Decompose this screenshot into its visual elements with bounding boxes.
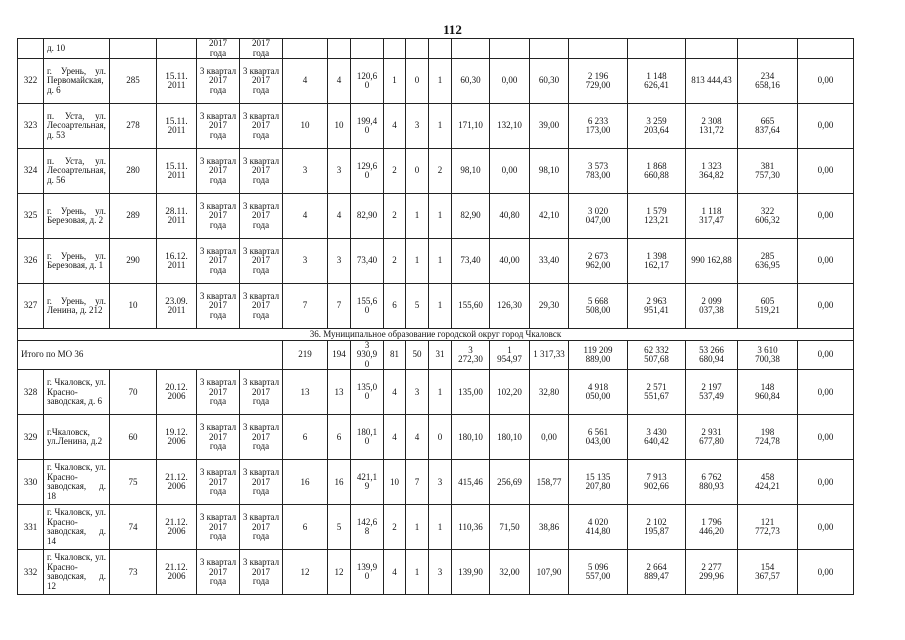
table-cell bbox=[110, 39, 157, 59]
table-cell: 3 квартал 2017 года bbox=[240, 460, 283, 505]
table-cell bbox=[18, 39, 44, 59]
table-cell: 3 квартал 2017 года bbox=[197, 239, 240, 284]
table-cell: 0,00 bbox=[798, 415, 854, 460]
table-cell: 458 424,21 bbox=[738, 460, 798, 505]
table-cell: 322 bbox=[18, 59, 44, 104]
table-cell: 278 bbox=[110, 104, 157, 149]
table-cell: 4 bbox=[384, 104, 406, 149]
table-cell: 10 bbox=[110, 284, 157, 329]
table-cell: 121 772,73 bbox=[738, 505, 798, 550]
table-cell: г. Урень, ул. Ленина, д. 212 bbox=[44, 284, 110, 329]
table-cell: 40,80 bbox=[490, 194, 530, 239]
table-cell: 325 bbox=[18, 194, 44, 239]
table-cell: 285 bbox=[110, 59, 157, 104]
table-cell: 1 148 626,41 bbox=[628, 59, 686, 104]
table-cell: 180,1 0 bbox=[351, 415, 384, 460]
table-cell: 32,80 bbox=[530, 370, 569, 415]
table-row bbox=[18, 104, 854, 149]
table-cell bbox=[569, 39, 628, 59]
table-cell: 3 272,30 bbox=[452, 341, 490, 370]
table-cell: 0,00 bbox=[490, 59, 530, 104]
table-cell: 3 квартал 2017 года bbox=[197, 149, 240, 194]
table-cell: 3 bbox=[429, 460, 452, 505]
table-cell: г. Урень, ул. Березовая, д. 1 bbox=[44, 239, 110, 284]
table-cell: 4 bbox=[384, 550, 406, 595]
table-cell: 15.11. 2011 bbox=[157, 59, 197, 104]
table-cell: 171,10 bbox=[452, 104, 490, 149]
table-cell: 71,50 bbox=[490, 505, 530, 550]
table-cell: 180,10 bbox=[490, 415, 530, 460]
table-cell: 120,6 0 bbox=[351, 59, 384, 104]
table-cell bbox=[798, 39, 854, 59]
table-cell: 280 bbox=[110, 149, 157, 194]
table-cell: 3 930,9 0 bbox=[351, 341, 384, 370]
table-cell: 3 квартал 2017 года bbox=[240, 284, 283, 329]
table-cell: 3 квартал 2017 года bbox=[197, 284, 240, 329]
table-cell: 3 квартал 2017 года bbox=[240, 370, 283, 415]
table-cell: 3 bbox=[283, 149, 328, 194]
table-cell: 4 bbox=[406, 415, 429, 460]
table-cell: 21.12. 2006 bbox=[157, 505, 197, 550]
table-cell: 40,00 bbox=[490, 239, 530, 284]
table-cell: 1 398 162,17 bbox=[628, 239, 686, 284]
table-cell: 329 bbox=[18, 415, 44, 460]
table-cell: г. Урень, ул. Первомайская, д. 6 bbox=[44, 59, 110, 104]
table-cell: 10 bbox=[283, 104, 328, 149]
table-cell: 0,00 bbox=[798, 284, 854, 329]
table-cell: 4 bbox=[328, 194, 351, 239]
table-cell: 1 bbox=[406, 194, 429, 239]
table-cell bbox=[490, 39, 530, 59]
table-cell: 5 bbox=[328, 505, 351, 550]
table-cell: 415,46 bbox=[452, 460, 490, 505]
table-cell bbox=[157, 39, 197, 59]
table-cell: 2 196 729,00 bbox=[569, 59, 628, 104]
table-cell: 60,30 bbox=[530, 59, 569, 104]
table-cell: 326 bbox=[18, 239, 44, 284]
table-cell: 155,60 bbox=[452, 284, 490, 329]
table-cell: 3 квартал 2017 года bbox=[197, 550, 240, 595]
table-cell: 4 bbox=[328, 59, 351, 104]
table-cell: 234 658,16 bbox=[738, 59, 798, 104]
table-row bbox=[18, 59, 854, 104]
table-cell bbox=[406, 39, 429, 59]
table-cell: 3 259 203,64 bbox=[628, 104, 686, 149]
table-cell: 3 квартал 2017 года bbox=[197, 415, 240, 460]
table-cell: 39,00 bbox=[530, 104, 569, 149]
total-row bbox=[18, 341, 854, 370]
table-cell: 328 bbox=[18, 370, 44, 415]
table-cell: 5 668 508,00 bbox=[569, 284, 628, 329]
table-cell: 1 bbox=[429, 194, 452, 239]
table-cell: 3 квартал 2017 года bbox=[240, 239, 283, 284]
table-cell: 2017 года bbox=[197, 39, 240, 59]
table-cell: 132,10 bbox=[490, 104, 530, 149]
table-cell: 1 868 660,88 bbox=[628, 149, 686, 194]
table-cell: 3 bbox=[406, 104, 429, 149]
table-cell: 331 bbox=[18, 505, 44, 550]
table-cell bbox=[328, 39, 351, 59]
table-cell: 2 963 951,41 bbox=[628, 284, 686, 329]
table-cell: 1 317,33 bbox=[530, 341, 569, 370]
table-cell: Итого по МО 36 bbox=[18, 341, 283, 370]
table-cell: 381 757,30 bbox=[738, 149, 798, 194]
table-row bbox=[18, 370, 854, 415]
table-cell: 73 bbox=[110, 550, 157, 595]
table-cell: 1 bbox=[429, 59, 452, 104]
table-cell: 0 bbox=[406, 59, 429, 104]
table-cell: 4 bbox=[384, 370, 406, 415]
table-cell: 31 bbox=[429, 341, 452, 370]
table-cell: 50 bbox=[406, 341, 429, 370]
table-cell: 28.11. 2011 bbox=[157, 194, 197, 239]
table-cell: 107,90 bbox=[530, 550, 569, 595]
table-cell: 13 bbox=[328, 370, 351, 415]
table-cell: 53 266 680,94 bbox=[686, 341, 738, 370]
table-cell: 19.12. 2006 bbox=[157, 415, 197, 460]
table-cell: 38,86 bbox=[530, 505, 569, 550]
table-cell: 155,6 0 bbox=[351, 284, 384, 329]
table-cell: 154 367,57 bbox=[738, 550, 798, 595]
table-cell: 3 573 783,00 bbox=[569, 149, 628, 194]
table-cell: 148 960,84 bbox=[738, 370, 798, 415]
table-row bbox=[18, 284, 854, 329]
table-cell: 75 bbox=[110, 460, 157, 505]
table-cell: 15.11. 2011 bbox=[157, 104, 197, 149]
table-cell: 135,00 bbox=[452, 370, 490, 415]
table-cell: 2 673 962,00 bbox=[569, 239, 628, 284]
table-cell: 2 bbox=[384, 505, 406, 550]
table-cell bbox=[452, 39, 490, 59]
table-cell: 290 bbox=[110, 239, 157, 284]
table-cell: 82,90 bbox=[452, 194, 490, 239]
table-cell: 82,90 bbox=[351, 194, 384, 239]
table-cell: 2 099 037,38 bbox=[686, 284, 738, 329]
table-cell: 3 430 640,42 bbox=[628, 415, 686, 460]
table-cell: 0,00 bbox=[798, 104, 854, 149]
table-cell: 0,00 bbox=[798, 505, 854, 550]
table-cell: 1 bbox=[384, 59, 406, 104]
table-cell bbox=[351, 39, 384, 59]
table-row bbox=[18, 505, 854, 550]
table-cell: 289 bbox=[110, 194, 157, 239]
table-cell: г. Чкаловск, ул. Красно-заводская, д. 6 bbox=[44, 370, 110, 415]
table-cell: 1 bbox=[429, 284, 452, 329]
table-cell: г. Чкаловск, ул. Красно-заводская, д. 14 bbox=[44, 505, 110, 550]
table-cell: 1 954,97 bbox=[490, 341, 530, 370]
table-cell: 3 квартал 2017 года bbox=[240, 415, 283, 460]
table-cell: 813 444,43 bbox=[686, 59, 738, 104]
table-cell: 70 bbox=[110, 370, 157, 415]
table-cell bbox=[283, 39, 328, 59]
table-cell: 6 233 173,00 bbox=[569, 104, 628, 149]
table-cell: п. Уста, ул. Лесоартельная, д. 53 bbox=[44, 104, 110, 149]
table-cell: 0,00 bbox=[798, 550, 854, 595]
table-cell: 0,00 bbox=[490, 149, 530, 194]
table-cell: 2017 года bbox=[240, 39, 283, 59]
table-cell: 4 bbox=[283, 59, 328, 104]
table-cell: д. 10 bbox=[44, 39, 110, 59]
table-cell: 1 796 446,20 bbox=[686, 505, 738, 550]
table-cell: 142,6 8 bbox=[351, 505, 384, 550]
table-cell: 0,00 bbox=[798, 239, 854, 284]
table-cell: 327 bbox=[18, 284, 44, 329]
table-cell: 15.11. 2011 bbox=[157, 149, 197, 194]
table-cell: 1 bbox=[406, 550, 429, 595]
table-cell bbox=[686, 39, 738, 59]
table-cell: 33,40 bbox=[530, 239, 569, 284]
table-cell: 5 bbox=[406, 284, 429, 329]
table-cell: 1 bbox=[429, 370, 452, 415]
table-cell: 256,69 bbox=[490, 460, 530, 505]
table-cell: 332 bbox=[18, 550, 44, 595]
table-cell bbox=[628, 39, 686, 59]
table-cell: 81 bbox=[384, 341, 406, 370]
table-cell: 2 bbox=[384, 194, 406, 239]
table-cell: 3 bbox=[283, 239, 328, 284]
table-cell: 3 квартал 2017 года bbox=[197, 460, 240, 505]
table-cell bbox=[429, 39, 452, 59]
table-cell: 98,10 bbox=[452, 149, 490, 194]
table-cell: 32,00 bbox=[490, 550, 530, 595]
table-cell: 322 606,32 bbox=[738, 194, 798, 239]
table-cell: 0,00 bbox=[798, 59, 854, 104]
table-cell: 0,00 bbox=[798, 149, 854, 194]
table-cell bbox=[738, 39, 798, 59]
table-cell: 10 bbox=[384, 460, 406, 505]
table-row bbox=[18, 550, 854, 595]
table-cell: 135,0 0 bbox=[351, 370, 384, 415]
table-cell: 194 bbox=[328, 341, 351, 370]
table-cell: 126,30 bbox=[490, 284, 530, 329]
table-row bbox=[18, 39, 854, 59]
table-cell: 0,00 bbox=[798, 194, 854, 239]
table-cell: 3 квартал 2017 года bbox=[240, 59, 283, 104]
table-cell: 6 bbox=[283, 415, 328, 460]
table-cell: 0 bbox=[406, 149, 429, 194]
table-cell: 6 bbox=[384, 284, 406, 329]
table-cell: 1 bbox=[429, 104, 452, 149]
table-cell: 2 bbox=[384, 239, 406, 284]
table-cell: 10 bbox=[328, 104, 351, 149]
table-cell: 3 квартал 2017 года bbox=[197, 104, 240, 149]
table-cell: 323 bbox=[18, 104, 44, 149]
table-cell: 0,00 bbox=[530, 415, 569, 460]
table-cell: 1 bbox=[429, 505, 452, 550]
table-cell: 6 762 880,93 bbox=[686, 460, 738, 505]
table-cell: 4 bbox=[384, 415, 406, 460]
table-cell: 6 561 043,00 bbox=[569, 415, 628, 460]
table-cell: 4 918 050,00 bbox=[569, 370, 628, 415]
table-cell: 2 277 299,96 bbox=[686, 550, 738, 595]
table-cell: 2 664 889,47 bbox=[628, 550, 686, 595]
table-cell: 0 bbox=[429, 415, 452, 460]
table-cell: 2 102 195,87 bbox=[628, 505, 686, 550]
table-cell: 3 квартал 2017 года bbox=[240, 149, 283, 194]
table-cell: 2 571 551,67 bbox=[628, 370, 686, 415]
table-cell: 199,4 0 bbox=[351, 104, 384, 149]
table-cell bbox=[530, 39, 569, 59]
page-number: 112 bbox=[443, 22, 462, 37]
table-cell: 110,36 bbox=[452, 505, 490, 550]
table-cell: 36. Муниципальное образование городской округ город Чкаловск bbox=[18, 329, 854, 341]
table-cell: 139,9 0 bbox=[351, 550, 384, 595]
table-cell: 16 bbox=[328, 460, 351, 505]
table-cell: 5 096 557,00 bbox=[569, 550, 628, 595]
table-cell: 1 bbox=[406, 505, 429, 550]
table-cell: 3 bbox=[328, 149, 351, 194]
table-cell: 1 323 364,82 bbox=[686, 149, 738, 194]
table-cell: 3 квартал 2017 года bbox=[240, 194, 283, 239]
table-cell: 60 bbox=[110, 415, 157, 460]
table-cell: 0,00 bbox=[798, 341, 854, 370]
table-cell: 2 bbox=[429, 149, 452, 194]
table-cell: 3 bbox=[429, 550, 452, 595]
table-cell: 42,10 bbox=[530, 194, 569, 239]
table-cell: 2 197 537,49 bbox=[686, 370, 738, 415]
table-cell: 12 bbox=[328, 550, 351, 595]
table-cell: 3 квартал 2017 года bbox=[197, 194, 240, 239]
table-cell: 3 610 700,38 bbox=[738, 341, 798, 370]
table-cell: 990 162,88 bbox=[686, 239, 738, 284]
table-cell: г.Чкаловск, ул.Ленина, д.2 bbox=[44, 415, 110, 460]
table-cell: 23.09. 2011 bbox=[157, 284, 197, 329]
table-cell: 3 квартал 2017 года bbox=[240, 505, 283, 550]
table-cell: 4 bbox=[283, 194, 328, 239]
table-cell: п. Уста, ул. Лесоартельная, д. 56 bbox=[44, 149, 110, 194]
table-cell: 7 913 902,66 bbox=[628, 460, 686, 505]
table-cell: 180,10 bbox=[452, 415, 490, 460]
table-cell: 0,00 bbox=[798, 370, 854, 415]
table-cell: 198 724,78 bbox=[738, 415, 798, 460]
table-cell: 3 bbox=[328, 239, 351, 284]
table-cell: 324 bbox=[18, 149, 44, 194]
table-cell: 3 квартал 2017 года bbox=[240, 550, 283, 595]
table-cell: 3 bbox=[406, 370, 429, 415]
table-cell: 119 209 889,00 bbox=[569, 341, 628, 370]
table-row bbox=[18, 239, 854, 284]
table-cell: 16 bbox=[283, 460, 328, 505]
table-cell: 2 931 677,80 bbox=[686, 415, 738, 460]
table-cell: 3 квартал 2017 года bbox=[197, 505, 240, 550]
table-cell: 74 bbox=[110, 505, 157, 550]
table-cell: 73,40 bbox=[452, 239, 490, 284]
table-cell: 3 020 047,00 bbox=[569, 194, 628, 239]
table-cell: 2 bbox=[384, 149, 406, 194]
table-cell: г. Урень, ул. Березовая, д. 2 bbox=[44, 194, 110, 239]
table-cell: 29,30 bbox=[530, 284, 569, 329]
table-cell: 98,10 bbox=[530, 149, 569, 194]
table-cell: 21.12. 2006 bbox=[157, 460, 197, 505]
table-cell: 12 bbox=[283, 550, 328, 595]
table-cell: 15 135 207,80 bbox=[569, 460, 628, 505]
table-row bbox=[18, 460, 854, 505]
table-cell: 605 519,21 bbox=[738, 284, 798, 329]
table-cell: 139,90 bbox=[452, 550, 490, 595]
table-cell: 4 020 414,80 bbox=[569, 505, 628, 550]
registry-table bbox=[17, 38, 854, 595]
table-cell: 73,40 bbox=[351, 239, 384, 284]
table-row bbox=[18, 194, 854, 239]
table-cell: 1 579 123,21 bbox=[628, 194, 686, 239]
table-cell: 1 bbox=[429, 239, 452, 284]
table-cell: 3 квартал 2017 года bbox=[197, 370, 240, 415]
section-header-row bbox=[18, 329, 854, 341]
table-cell: 3 квартал 2017 года bbox=[240, 104, 283, 149]
table-cell: г. Чкаловск, ул. Красно-заводская, д. 18 bbox=[44, 460, 110, 505]
table-cell: 2 308 131,72 bbox=[686, 104, 738, 149]
table-cell: 6 bbox=[283, 505, 328, 550]
table-row bbox=[18, 149, 854, 194]
table-cell: 60,30 bbox=[452, 59, 490, 104]
table-cell: 20.12. 2006 bbox=[157, 370, 197, 415]
table-cell: 665 837,64 bbox=[738, 104, 798, 149]
table-cell: 62 332 507,68 bbox=[628, 341, 686, 370]
table-cell: 1 118 317,47 bbox=[686, 194, 738, 239]
table-cell: 21.12. 2006 bbox=[157, 550, 197, 595]
table-cell: 158,77 bbox=[530, 460, 569, 505]
table-cell: 3 квартал 2017 года bbox=[197, 59, 240, 104]
table-cell: 13 bbox=[283, 370, 328, 415]
table-cell: г. Чкаловск, ул. Красно-заводская, д. 12 bbox=[44, 550, 110, 595]
table-cell: 102,20 bbox=[490, 370, 530, 415]
table-cell: 6 bbox=[328, 415, 351, 460]
table-row bbox=[18, 415, 854, 460]
table-cell: 7 bbox=[283, 284, 328, 329]
table-cell: 129,6 0 bbox=[351, 149, 384, 194]
table-cell bbox=[384, 39, 406, 59]
table-cell: 7 bbox=[406, 460, 429, 505]
table-cell: 285 636,95 bbox=[738, 239, 798, 284]
table-cell: 219 bbox=[283, 341, 328, 370]
table-cell: 0,00 bbox=[798, 460, 854, 505]
table-cell: 421,1 9 bbox=[351, 460, 384, 505]
table-cell: 16.12. 2011 bbox=[157, 239, 197, 284]
table-cell: 330 bbox=[18, 460, 44, 505]
table-cell: 7 bbox=[328, 284, 351, 329]
table-cell: 1 bbox=[406, 239, 429, 284]
